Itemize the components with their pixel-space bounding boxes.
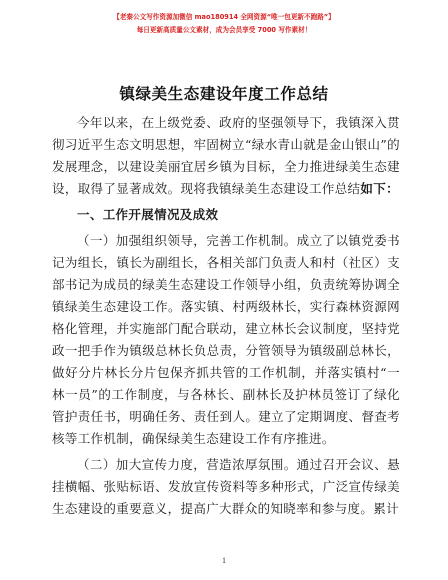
paragraph-publicity: （二）加大宣传力度，营造浓厚氛围。通过召开会议、悬挂横幅、张贴标语、发放宣传资料等多种形式，广泛宣传绿美生态建设的重要意义，提高广大群众的知晓率和参与度。累计 [52,457,400,516]
section-heading-1: 一、工作开展情况及成效 [77,207,219,222]
document-title: 镇绿美生态建设年度工作总结 [119,85,329,103]
intro-tail: 如下： [360,181,399,196]
intro-text: 今年以来，在上级党委、政府的坚强领导下，我镇深入贯彻习近平生态文明思想，牢固树立“绿水青山就是金山银山”的发展理念，以建设美丽宜居乡镇为目标，全力推进绿美生态建设，取得了显著成效。现将我镇绿美生态建设工作总结 [52,115,400,196]
intro-paragraph [52,112,400,200]
document-body [52,112,400,520]
promo-banner-line-2: 每日更新高质量公文素材，成为会员享受 7000 写作素材！ [136,26,312,34]
paragraph-organization: （一）加强组织领导，完善工作机制。成立了以镇党委书记为组长，镇长为副组长，各相关部门负责人和村（社区）支部书记为成员的绿美生态建设工作领导小组，负责统筹协调全镇绿美生态建设工作。落实镇、村两级林长，实行森林资源网格化管理，并实施部门配合联动，建立林长会议制度，坚持党政一把手作为镇级总林长负总责，分管领导为镇级副总林长，做好分片林长分片包保齐抓共管的工作机制，并落实镇村“一林一员”的工作制度，与各林长、副林长及护林员签订了绿化管护责任书，明确任务、责任到人。建立了定期调度、督查考核等工作机制，确保绿美生态建设工作有序推进。 [52,233,400,446]
promo-banner-line-1: 【老秦公文写作资源加微信 mao180914 全网资源“唯一包更新不跑路”】 [113,13,335,21]
page-number: 1 [222,556,226,565]
